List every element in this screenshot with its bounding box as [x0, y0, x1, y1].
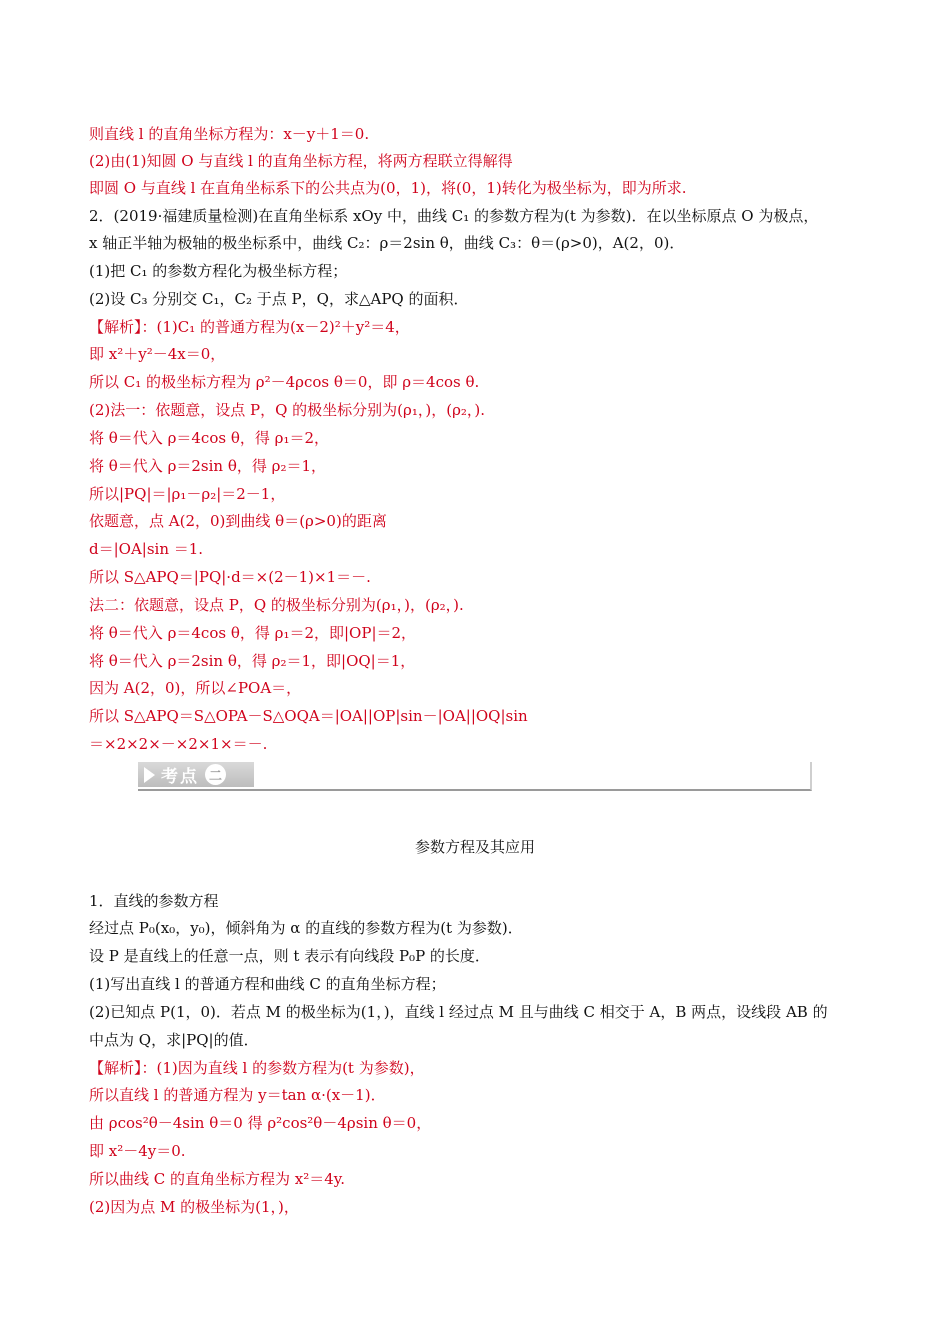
banner-number: 二 [205, 764, 226, 785]
text-line: (1)把 C₁ 的参数方程化为极坐标方程； [89, 262, 348, 280]
text-line: 【解析】：(1)C₁ 的普通方程为(x－2)²＋y²＝4， [89, 318, 410, 336]
text-line: (2)由(1)知圆 O 与直线 l 的直角坐标方程，将两方程联立得解得 [89, 152, 513, 170]
text-line: 2．(2019·福建质量检测)在直角坐标系 xOy 中，曲线 C₁ 的参数方程为(t 为参数)．在以坐标原点 O 为极点， [89, 207, 819, 225]
text-line: d＝|OA|sin ＝1. [89, 540, 204, 558]
text-line: 1．直线的参数方程 [89, 892, 219, 910]
text-line: (2)因为点 M 的极坐标为(1，)， [89, 1198, 299, 1216]
section-banner [138, 762, 812, 791]
text-line: 法二：依题意，设点 P，Q 的极坐标分别为(ρ₁，)，(ρ₂，). [89, 596, 464, 614]
text-line: 将 θ＝代入 ρ＝2sin θ，得 ρ₂＝1，即|OQ|＝1， [89, 652, 416, 670]
play-arrow-icon [144, 767, 155, 783]
text-line: 【解析】：(1)因为直线 l 的参数方程为(t 为参数)， [89, 1059, 425, 1077]
text-line: 因为 A(2，0)，所以∠POA＝， [89, 679, 302, 697]
text-line: 由 ρcos²θ－4sin θ＝0 得 ρ²cos²θ－4ρsin θ＝0， [89, 1114, 432, 1132]
text-line: 中点为 Q，求|PQ|的值． [89, 1031, 259, 1049]
text-line: 即圆 O 与直线 l 在直角坐标系下的公共点为(0，1)，将(0，1)转化为极坐标为，即为所求. [89, 179, 687, 197]
banner-label: 考点 [161, 767, 199, 787]
text-line: 所以 S△APQ＝S△OPA－S△OQA＝|OA||OP|sin－|OA||OQ|sin [89, 707, 528, 725]
text-line: x 轴正半轴为极轴的极坐标系中，曲线 C₂：ρ＝2sin θ，曲线 C₃：θ＝(ρ>0)，A(2，0)． [89, 234, 685, 252]
text-line: 所以|PQ|＝|ρ₁－ρ₂|＝2－1， [89, 485, 286, 503]
text-line: 即 x²－4y＝0. [89, 1142, 186, 1160]
text-line: ＝×2×2×－×2×1×＝－. [89, 735, 268, 753]
text-line: (1)写出直线 l 的普通方程和曲线 C 的直角坐标方程； [89, 975, 446, 993]
text-line: 经过点 P₀(x₀，y₀)，倾斜角为 α 的直线的参数方程为(t 为参数)． [89, 919, 523, 937]
text-line: (2)设 C₃ 分别交 C₁，C₂ 于点 P，Q，求△APQ 的面积． [89, 290, 469, 308]
text-line: 将 θ＝代入 ρ＝4cos θ，得 ρ₁＝2， [89, 429, 330, 447]
text-line: 将 θ＝代入 ρ＝2sin θ，得 ρ₂＝1， [89, 457, 327, 475]
banner-tab [138, 762, 254, 787]
text-line: 即 x²＋y²－4x＝0， [89, 345, 226, 363]
text-line: 依题意，点 A(2，0)到曲线 θ＝(ρ>0)的距离 [89, 512, 387, 530]
text-line: 所以直线 l 的普通方程为 y＝tan α·(x－1)． [89, 1086, 386, 1104]
text-line: 则直线 l 的直角坐标方程为：x－y＋1＝0. [89, 125, 370, 143]
text-line: 所以曲线 C 的直角坐标方程为 x²＝4y. [89, 1170, 346, 1188]
text-line: 所以 S△APQ＝|PQ|·d＝×(2－1)×1＝－. [89, 568, 371, 586]
text-line: 所以 C₁ 的极坐标方程为 ρ²－4ρcos θ＝0，即 ρ＝4cos θ. [89, 373, 480, 391]
text-line: (2)已知点 P(1，0)．若点 M 的极坐标为(1，)，直线 l 经过点 M 且与曲线 C 相交于 A，B 两点，设线段 AB 的 [89, 1003, 828, 1021]
text-line: (2)法一：依题意，设点 P，Q 的极坐标分别为(ρ₁，)，(ρ₂，). [89, 401, 486, 419]
text-line: 设 P 是直线上的任意一点，则 t 表示有向线段 P₀P 的长度． [89, 947, 490, 965]
text-line: 将 θ＝代入 ρ＝4cos θ，得 ρ₁＝2，即|OP|＝2， [89, 624, 417, 642]
section-title: 参数方程及其应用 [414, 838, 535, 856]
